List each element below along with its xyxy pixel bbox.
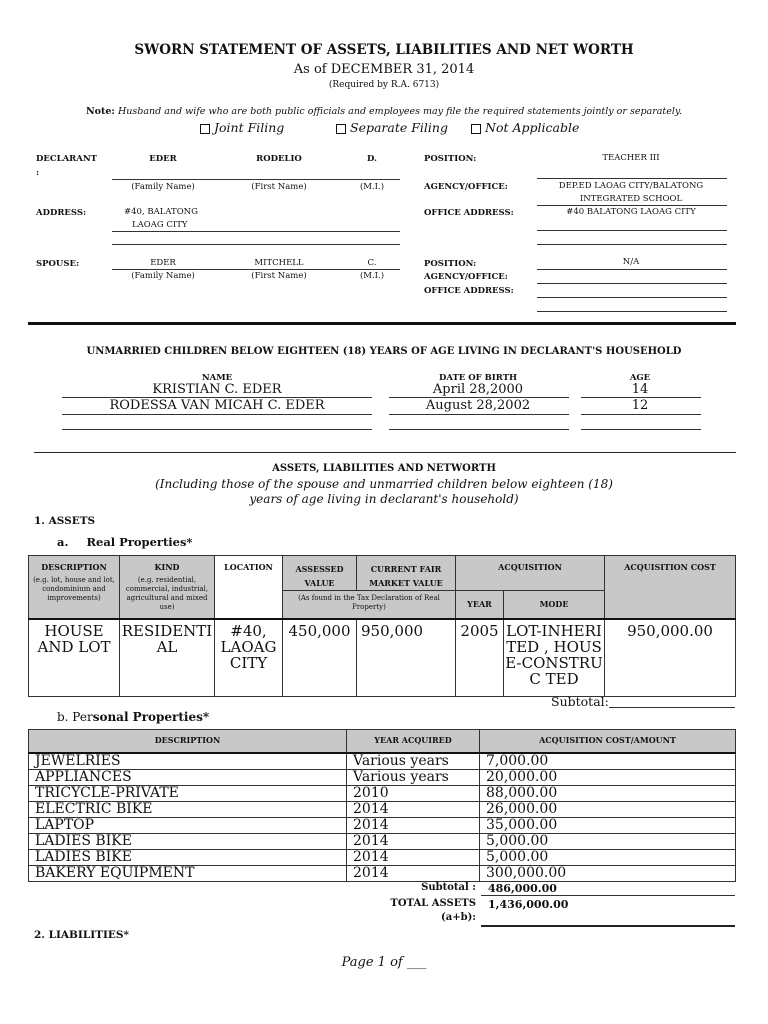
pp-item-cost: 5,000.00 [480,849,736,865]
total-assets-label2: (a+b): [440,912,476,923]
assets-sub1: (Including those of the spouse and unmarried children below eighteen (18) [155,477,613,491]
re-assessed-header: ASSESSED VALUE [295,564,344,588]
real-properties-table [28,555,736,697]
pp-item-description: ELECTRIC BIKE [29,801,347,817]
re-row-kind: RESIDENTI AL [120,619,215,697]
pp-description-header: DESCRIPTION [29,730,347,753]
required-by: (Required by R.A. 6713) [328,80,440,90]
pp-item-cost: 5,000.00 [480,833,736,849]
child-dob-header: DATE OF BIRTH [438,373,518,383]
total-assets-value: 1,436,000.00 [488,898,569,911]
spouse-agency-label: AGENCY/OFFICE: [424,272,508,282]
re-year-header: YEAR [467,599,492,610]
checkbox-icon[interactable] [200,124,210,134]
declarant-label: DECLARANT [36,154,97,164]
re-row-description: HOUSE AND LOT [29,619,120,697]
position-value: TEACHER III [602,153,660,163]
child-age-2: 12 [631,398,649,413]
spouse-mi: C. [367,258,377,268]
re-row-year: 2005 [456,619,504,697]
pp-item-description: JEWELRIES [29,753,347,770]
family-name-caption: (Family Name) [131,182,195,192]
address-label: ADDRESS: [36,208,87,218]
agency-label: AGENCY/OFFICE: [424,182,508,192]
as-of-date: As of DECEMBER 31, 2014 [293,62,475,77]
joint-filing-option[interactable]: Joint Filing [200,120,284,135]
not-applicable-option[interactable]: Not Applicable [471,120,579,135]
child-name-header: NAME [201,373,233,383]
pp-subtotal-value: 486,000.00 [488,882,557,895]
spouse-first-name: MITCHELL [254,258,304,268]
pp-item-description: LADIES BIKE [29,833,347,849]
pp-item-cost: 7,000.00 [480,753,736,770]
address-line1: #40, BALATONG [124,207,198,217]
re-row-mode: LOT-INHERITED , HOUSE-CONSTRUC TED [504,619,605,697]
re-cost-header: ACQUISITION COST [624,562,716,572]
declarant-first-name: RODELIO [256,154,302,164]
re-row-assessed: 450,000 [283,619,357,697]
spouse-position-value: N/A [622,257,640,267]
re-fmv-header: CURRENT FAIR MARKET VALUE [369,564,443,588]
re-mode-header: MODE [539,599,569,610]
spouse-office-address-label: OFFICE ADDRESS: [424,286,514,296]
checkbox-icon[interactable] [336,124,346,134]
page-number: Page 1 of ___ [341,955,427,970]
children-heading: UNMARRIED CHILDREN BELOW EIGHTEEN (18) YEARS OF AGE LIVING IN DECLARANT'S HOUSEHOLD [86,346,682,357]
filing-note [0,106,768,117]
pp-item-year: 2014 [347,817,480,833]
assets-sub2: years of age living in declarant's household) [249,492,519,506]
pp-subtotal-label: Subtotal : [421,882,476,893]
office-address-value: #40 BALATONG LAOAG CITY [566,207,696,217]
child-age-header: AGE [629,373,651,383]
spouse-first-caption: (First Name) [251,271,307,281]
declarant-colon: : [36,168,40,178]
pp-item-description: APPLIANCES [29,769,347,785]
assets-label: 1. ASSETS [34,515,96,527]
pp-item-description: LADIES BIKE [29,849,347,865]
child-dob-2: August 28,2002 [425,398,531,413]
separate-filing-option[interactable]: Separate Filing [336,120,448,135]
spouse-position-label: POSITION: [424,259,477,269]
re-location-header: LOCATION [224,562,273,572]
pp-item-year: Various years [347,769,480,785]
spouse-label: SPOUSE: [36,259,80,269]
pp-item-year: 2014 [347,849,480,865]
mi-caption: (M.I.) [359,182,385,192]
spouse-family-caption: (Family Name) [131,271,195,281]
re-tax-note: (As found in the Tax Declaration of Real Property) [298,594,440,611]
pp-item-cost: 35,000.00 [480,817,736,833]
real-properties-label: a. Real Properties* [57,535,193,549]
pp-item-cost: 300,000.00 [480,865,736,881]
re-row-location: #40, LAOAG CITY [215,619,283,697]
re-row-cost: 950,000.00 [605,619,736,697]
child-age-1: 14 [631,382,649,397]
pp-item-description: TRICYCLE-PRIVATE [29,785,347,801]
re-subtotal-label: Subtotal: [551,694,609,709]
personal-properties-table [28,729,736,882]
first-name-caption: (First Name) [251,182,307,192]
declarant-family-name: EDER [149,154,177,164]
spouse-family-name: EDER [150,258,176,268]
address-line2: LAOAG CITY [132,220,188,230]
checkbox-icon[interactable] [471,124,481,134]
re-description-header: DESCRIPTION [41,562,107,572]
pp-item-year: 2014 [347,865,480,881]
child-name-2: RODESSA VAN MICAH C. EDER [109,398,325,413]
re-kind-sub: (e.g. residential, commercial, industrial, agricultural and mixed use) [125,576,209,611]
note-text: Husband and wife who are both public officials and employees may file the required statements jointly or separately. [117,106,683,117]
pp-item-year: 2014 [347,833,480,849]
child-name-1: KRISTIAN C. EDER [152,382,282,397]
re-description-sub: (e.g. lot, house and lot, condominium and improvements) [33,576,115,602]
pp-item-description: BAKERY EQUIPMENT [29,865,347,881]
pp-item-year: 2014 [347,801,480,817]
pp-item-cost: 26,000.00 [480,801,736,817]
total-assets-label1: TOTAL ASSETS [390,898,476,909]
agency-line1: DEP.ED LAOAG CITY/BALATONG [558,181,704,191]
liabilities-label: 2. LIABILITIES* [34,929,129,941]
re-kind-header: KIND [154,562,180,572]
pp-year-header: YEAR ACQUIRED [347,730,480,753]
re-acquisition-header: ACQUISITION [498,562,562,572]
pp-item-description: LAPTOP [29,817,347,833]
pp-item-cost: 88,000.00 [480,785,736,801]
declarant-mi: D. [366,154,378,164]
child-dob-1: April 28,2000 [432,382,524,397]
assets-heading: ASSETS, LIABILITIES AND NETWORTH [272,463,496,474]
office-address-label: OFFICE ADDRESS: [424,208,514,218]
pp-item-year: 2010 [347,785,480,801]
pp-cost-header: ACQUISITION COST/AMOUNT [480,730,736,753]
spouse-mi-caption: (M.I.) [359,271,385,281]
agency-line2: INTEGRATED SCHOOL [579,194,683,204]
pp-item-year: Various years [347,753,480,770]
position-label: POSITION: [424,154,477,164]
document-title: SWORN STATEMENT OF ASSETS, LIABILITIES AND NET WORTH [134,42,634,58]
personal-properties-label: b. Personal Properties* [57,710,210,724]
re-row-fmv: 950,000 [357,619,456,697]
note-label: Note: [85,106,115,117]
pp-item-cost: 20,000.00 [480,769,736,785]
